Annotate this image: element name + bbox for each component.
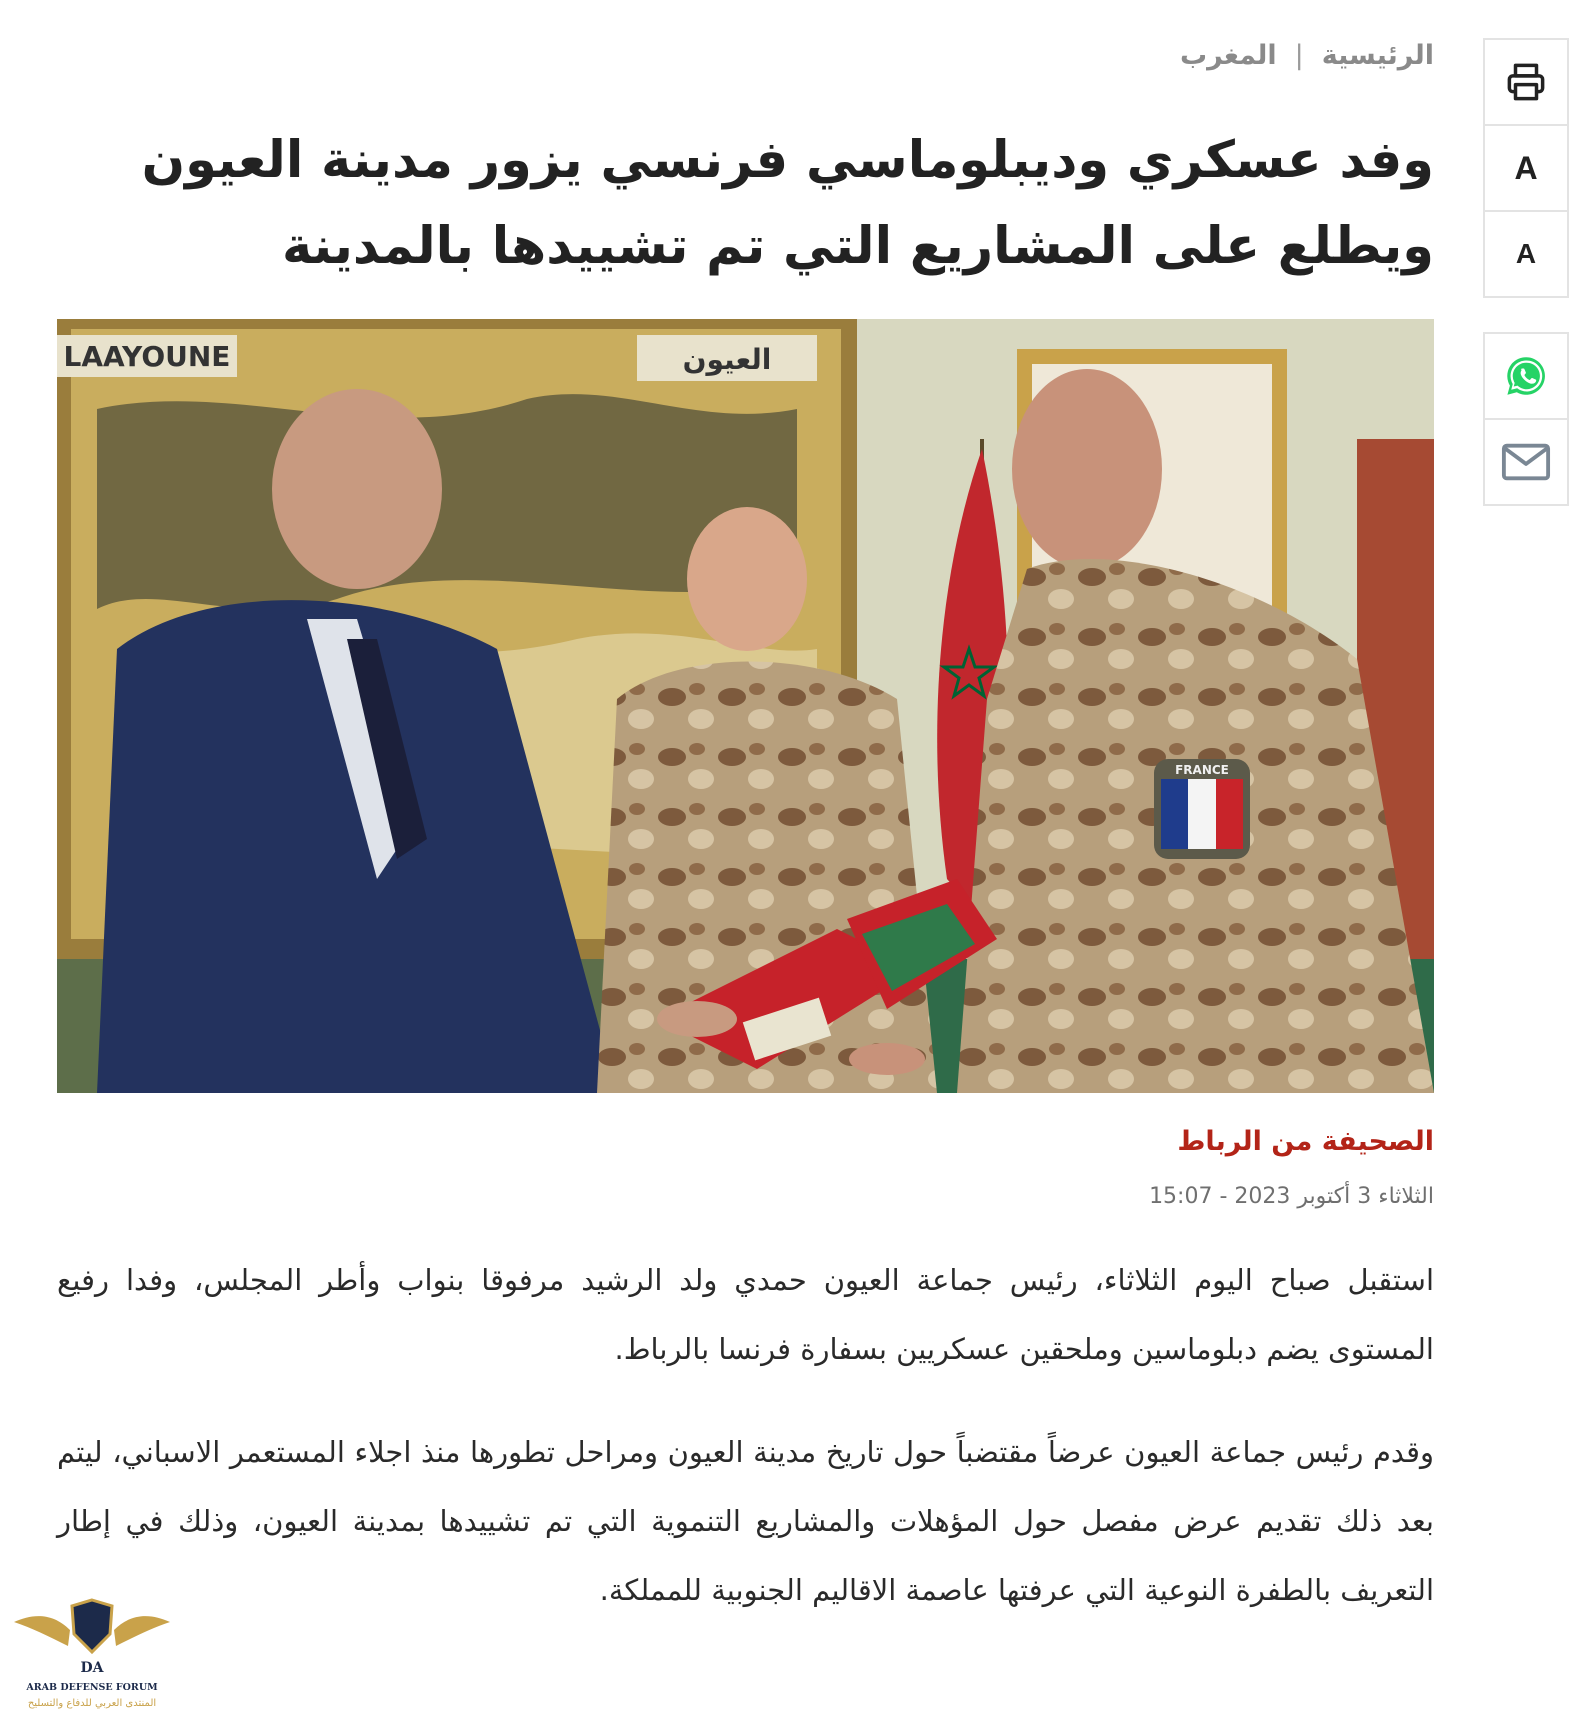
article-tools bbox=[1483, 38, 1569, 298]
share-whatsapp-button[interactable] bbox=[1485, 334, 1567, 420]
share-email-button[interactable] bbox=[1485, 420, 1567, 504]
watermark-initials: DA bbox=[80, 1660, 104, 1676]
watermark-name: ARAB DEFENSE FORUM bbox=[26, 1682, 158, 1693]
article-source-author[interactable]: الصحيفة من الرباط bbox=[1177, 1126, 1434, 1157]
printer-icon bbox=[1505, 61, 1547, 103]
envelope-icon bbox=[1501, 442, 1551, 482]
map-sign-latin: LAAYOUNE bbox=[63, 340, 231, 373]
forum-watermark-logo bbox=[12, 1592, 172, 1712]
print-button[interactable] bbox=[1485, 40, 1567, 126]
breadcrumb-section-link[interactable]: المغرب bbox=[1180, 40, 1277, 71]
article-date: الثلاثاء 3 أكتوبر 2023 - 15:07 bbox=[1149, 1184, 1434, 1209]
watermark-arabic: المنتدى العربي للدفاع والتسليح bbox=[27, 1698, 157, 1709]
france-patch-label: FRANCE bbox=[1175, 763, 1229, 777]
france-patch bbox=[1154, 759, 1250, 859]
article-photo bbox=[57, 319, 1434, 1093]
font-decrease-button[interactable]: A bbox=[1515, 238, 1537, 269]
share-tools bbox=[1483, 332, 1569, 506]
breadcrumb-home-link[interactable]: الرئيسية bbox=[1321, 40, 1434, 71]
breadcrumb bbox=[1180, 40, 1434, 71]
article-paragraph: استقبل صباح اليوم الثلاثاء، رئيس جماعة العيون حمدي ولد الرشيد مرفوقا بنواب وأطر المجلس، وفدا رفيع المستوى يضم دبلوماسين وملحقين عسكريين بسفارة فرنسا بالرباط. bbox=[57, 1263, 1434, 1366]
font-increase-button[interactable]: A bbox=[1485, 126, 1567, 212]
whatsapp-icon bbox=[1503, 353, 1549, 399]
article-paragraph: وقدم رئيس جماعة العيون عرضاً مقتضباً حول تاريخ مدينة العيون ومراحل تطورها منذ اجلاء المستعمر الاسباني، ليتم بعد ذلك تقديم عرض مفصل حول المؤهلات والمشاريع التنموية التي تم تشييدها بمدينة العيون، وذلك في إطار التعريف بالطفرة النوعية التي عرفتها عاصمة الاقاليم الجنوبية للمملكة. bbox=[57, 1435, 1434, 1607]
article-body bbox=[57, 1246, 1434, 1659]
article-title: وفد عسكري وديبلوماسي فرنسي يزور مدينة العيون ويطلع على المشاريع التي تم تشييدها بالمدينة bbox=[141, 131, 1434, 276]
breadcrumb-separator: | bbox=[1294, 40, 1304, 71]
map-sign-arabic: العيون bbox=[682, 343, 772, 376]
